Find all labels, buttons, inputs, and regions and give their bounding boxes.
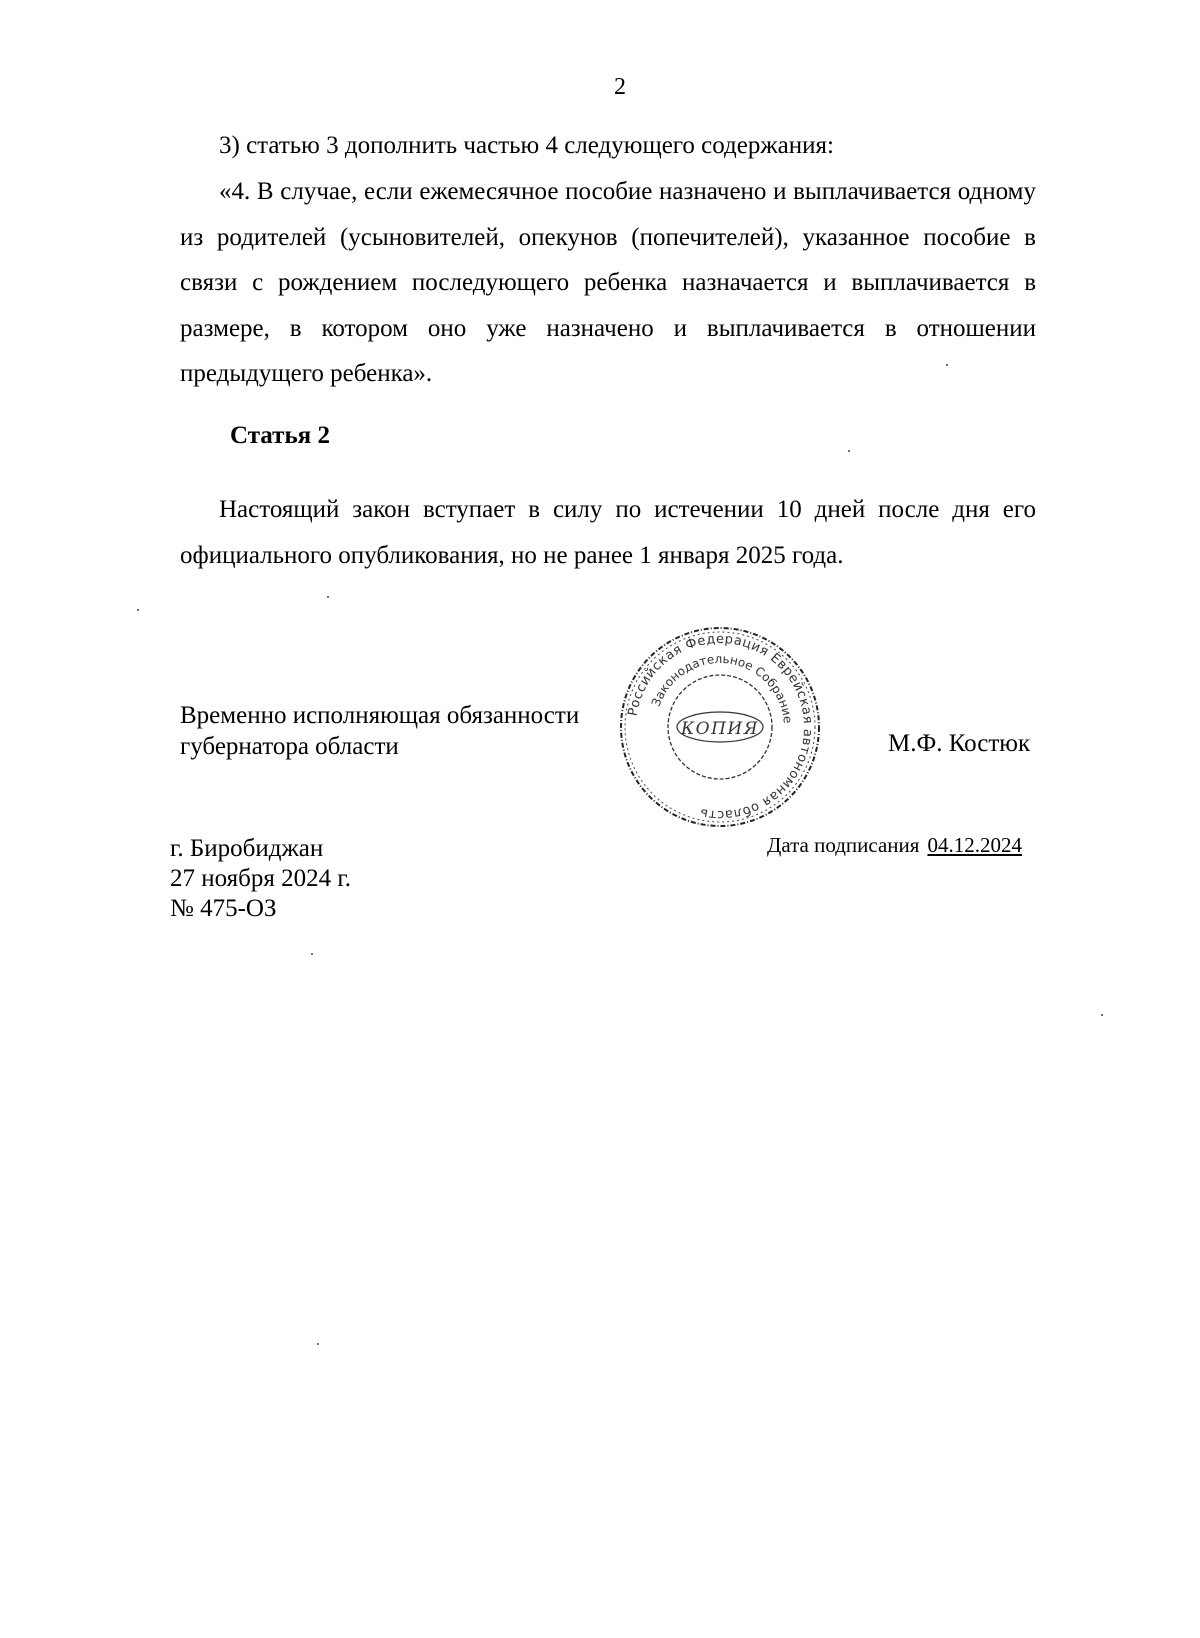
signatory-title-line1: Временно исполняющая обязанности bbox=[180, 702, 580, 729]
issuance-date: 27 ноября 2024 г. bbox=[170, 865, 352, 892]
item3-intro: 3) статью 3 дополнить частью 4 следующего содержания: bbox=[219, 132, 834, 159]
seal-center-text: КОПИЯ bbox=[681, 719, 759, 739]
article2-heading: Статья 2 bbox=[230, 422, 330, 449]
item3-text: «4. В случае, если ежемесячное пособие назначено и выплачивается одному из родителей (усыновителей, опекунов (попечителей), указанное пособие в связи с рождением последующего ребенка назначается и выплачивается в размере, в котором оно уже назначено и выплачивается в отношении предыдущего ребенка». bbox=[180, 178, 1036, 387]
scan-speck bbox=[1101, 1014, 1103, 1016]
scan-speck bbox=[137, 609, 139, 611]
official-seal bbox=[617, 624, 823, 835]
law-number: № 475-ОЗ bbox=[170, 895, 277, 922]
scan-speck bbox=[848, 450, 850, 452]
signatory-name: М.Ф. Костюк bbox=[888, 730, 1031, 757]
scan-speck bbox=[946, 364, 948, 366]
signing-date-label: Дата подписания bbox=[767, 833, 920, 857]
issuance-block bbox=[170, 834, 351, 924]
scan-speck bbox=[317, 1343, 319, 1345]
seal-graphic bbox=[617, 624, 823, 830]
article2-text: Настоящий закон вступает в силу по истечении 10 дней после дня его официального опубликования, но не ранее 1 января 2025 года. bbox=[180, 496, 1036, 569]
signatory-title bbox=[180, 700, 620, 762]
page-number: 2 bbox=[614, 74, 626, 100]
scan-speck bbox=[327, 596, 329, 598]
signing-date bbox=[767, 833, 1022, 858]
signatory-title-line2: губернатора области bbox=[180, 733, 399, 760]
scan-speck bbox=[311, 953, 313, 955]
signing-date-value: 04.12.2024 bbox=[927, 833, 1022, 857]
seal-outer-text: Российская Федерация Еврейская автономная область bbox=[625, 631, 816, 823]
seal-inner-text: Законодательное Собрание bbox=[648, 651, 795, 725]
issuance-place: г. Биробиджан bbox=[170, 835, 324, 862]
